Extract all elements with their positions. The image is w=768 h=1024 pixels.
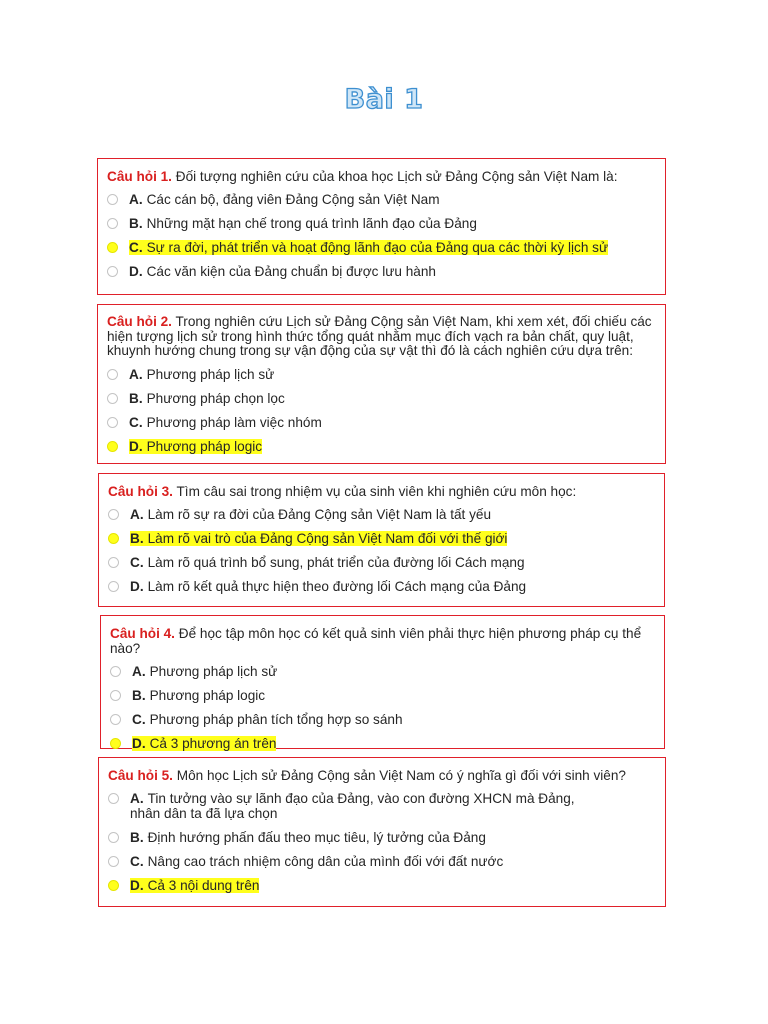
option-a[interactable]: [110, 664, 654, 679]
question-text: Trong nghiên cứu Lịch sử Đảng Cộng sản Việt Nam, khi xem xét, đối chiếu các hiện tượng lịch sử trong hình thức tổng quát nhằm mục đích vạch ra bản chất, quy luật, khuynh hướng chung trong sự vận động của sự vật thì đó là cách nghiên cứu dựa trên:: [107, 314, 652, 358]
option-d[interactable]: [107, 264, 655, 279]
radio-icon[interactable]: [108, 581, 119, 592]
radio-icon[interactable]: [108, 856, 119, 867]
option-letter: B.: [130, 830, 144, 845]
radio-icon[interactable]: [107, 242, 118, 253]
option-letter: A.: [129, 366, 143, 382]
radio-icon[interactable]: [107, 194, 118, 205]
question-header: [107, 169, 655, 184]
question-card-4: [100, 615, 665, 749]
option-c[interactable]: [108, 854, 655, 869]
page-title: Bài 1: [344, 84, 424, 115]
option-b[interactable]: [107, 391, 655, 406]
question-header: [107, 315, 655, 359]
option-c-highlighted[interactable]: [107, 240, 655, 255]
question-label: Câu hỏi 4.: [110, 626, 175, 641]
option-d-highlighted[interactable]: [110, 736, 654, 751]
option-c[interactable]: [108, 555, 654, 570]
radio-icon[interactable]: [108, 793, 119, 804]
option-letter: B.: [132, 688, 146, 703]
question-text: Để học tập môn học có kết quả sinh viên phải thực hiện phương pháp cụ thể nào?: [110, 626, 642, 656]
option-text: Tin tưởng vào sự lãnh đạo của Đảng, vào con đường XHCN mà Đảng, nhân dân ta đã lựa chọn: [130, 791, 575, 821]
radio-icon[interactable]: [110, 690, 121, 701]
question-label: Câu hỏi 2.: [107, 314, 172, 329]
radio-icon[interactable]: [107, 218, 118, 229]
radio-icon[interactable]: [107, 369, 118, 380]
option-text: Phương pháp logic: [146, 438, 263, 454]
option-letter: C.: [129, 240, 143, 255]
option-text: Làm rõ quá trình bổ sung, phát triển của đường lối Cách mạng: [147, 555, 525, 570]
option-text: Phương pháp lịch sử: [149, 664, 278, 679]
radio-icon[interactable]: [107, 266, 118, 277]
option-text: Các văn kiện của Đảng chuẩn bị được lưu hành: [146, 264, 436, 279]
radio-icon[interactable]: [108, 557, 119, 568]
radio-icon[interactable]: [108, 509, 119, 520]
question-header: [108, 768, 655, 783]
radio-icon[interactable]: [108, 533, 119, 544]
option-text: Cả 3 phương án trên: [149, 736, 277, 751]
option-text: Phương pháp phân tích tổng hợp so sánh: [149, 712, 403, 727]
option-a[interactable]: [107, 192, 655, 207]
option-text: Làm rõ kết quả thực hiện theo đường lối Cách mạng của Đảng: [147, 579, 527, 594]
option-d-highlighted[interactable]: [107, 439, 655, 454]
option-text: Phương pháp logic: [149, 688, 266, 703]
option-text: Định hướng phấn đấu theo mục tiêu, lý tưởng của Đảng: [147, 830, 486, 845]
option-letter: A.: [132, 664, 146, 679]
option-c[interactable]: [110, 712, 654, 727]
option-letter: C.: [132, 712, 146, 727]
option-letter: B.: [130, 531, 144, 546]
option-c[interactable]: [107, 415, 655, 430]
option-letter: C.: [130, 854, 144, 869]
option-letter: B.: [129, 216, 143, 231]
option-letter: A.: [130, 507, 144, 522]
radio-icon[interactable]: [108, 880, 119, 891]
option-d[interactable]: [108, 579, 654, 594]
question-text: Đối tượng nghiên cứu của khoa học Lịch sử Đảng Cộng sản Việt Nam là:: [175, 169, 618, 184]
option-letter: C.: [129, 414, 143, 430]
option-text: Phương pháp lịch sử: [146, 366, 275, 382]
question-header: [110, 626, 654, 656]
option-text: Nâng cao trách nhiệm công dân của mình đối với đất nước: [147, 854, 504, 869]
question-card-1: [97, 158, 666, 295]
option-text: Phương pháp làm việc nhóm: [146, 414, 322, 430]
radio-icon[interactable]: [107, 417, 118, 428]
radio-icon[interactable]: [107, 441, 118, 452]
option-letter: D.: [130, 579, 144, 594]
option-text: Các cán bộ, đảng viên Đảng Cộng sản Việt Nam: [146, 192, 440, 207]
option-letter: A.: [130, 791, 144, 806]
radio-icon[interactable]: [110, 666, 121, 677]
radio-icon[interactable]: [107, 393, 118, 404]
question-card-2: [97, 304, 666, 464]
radio-icon[interactable]: [110, 738, 121, 749]
question-card-3: [98, 473, 665, 607]
question-label: Câu hỏi 5.: [108, 768, 173, 783]
question-card-5: [98, 757, 666, 907]
option-letter: B.: [129, 390, 143, 406]
option-d-highlighted[interactable]: [108, 878, 655, 893]
option-letter: D.: [129, 438, 143, 454]
option-letter: D.: [132, 736, 146, 751]
option-a[interactable]: [108, 507, 654, 522]
option-text: Làm rõ sự ra đời của Đảng Cộng sản Việt Nam là tất yếu: [147, 507, 492, 522]
option-b-highlighted[interactable]: [108, 531, 654, 546]
option-a[interactable]: [108, 791, 655, 821]
question-label: Câu hỏi 1.: [107, 169, 172, 184]
option-b[interactable]: [110, 688, 654, 703]
option-text: Cả 3 nội dung trên: [147, 878, 260, 893]
option-text: Sự ra đời, phát triển và hoạt động lãnh đạo của Đảng qua các thời kỳ lịch sử: [146, 240, 609, 255]
option-letter: A.: [129, 192, 143, 207]
question-label: Câu hỏi 3.: [108, 484, 173, 499]
question-header: [108, 484, 654, 499]
question-text: Tìm câu sai trong nhiệm vụ của sinh viên khi nghiên cứu môn học:: [176, 484, 577, 499]
radio-icon[interactable]: [110, 714, 121, 725]
option-text: Làm rõ vai trò của Đảng Cộng sản Việt Nam đối với thế giới: [147, 531, 508, 546]
question-text: Môn học Lịch sử Đảng Cộng sản Việt Nam có ý nghĩa gì đối với sinh viên?: [176, 768, 626, 783]
option-letter: C.: [130, 555, 144, 570]
option-letter: D.: [130, 878, 144, 893]
option-a[interactable]: [107, 367, 655, 382]
option-b[interactable]: [107, 216, 655, 231]
option-text: Phương pháp chọn lọc: [146, 390, 285, 406]
option-text: Những mặt hạn chế trong quá trình lãnh đạo của Đảng: [146, 216, 477, 231]
option-letter: D.: [129, 264, 143, 279]
radio-icon[interactable]: [108, 832, 119, 843]
option-b[interactable]: [108, 830, 655, 845]
